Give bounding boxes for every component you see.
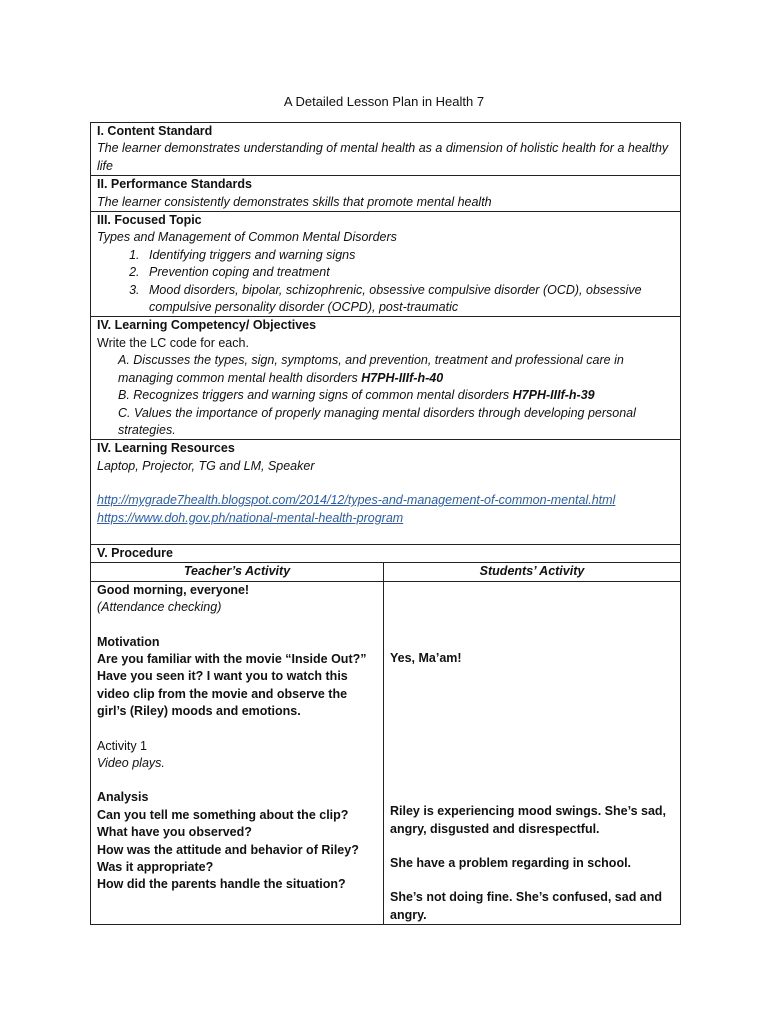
objective-a: A. Discusses the types, sign, symptoms, and prevention, treatment and professional care in managing common mental health disorders H7PH-IIIf-h-40 xyxy=(118,353,624,385)
content-standard-text: The learner demonstrates understanding of mental health as a dimension of holistic health for a healthy life xyxy=(97,141,669,173)
focused-topic-heading: III. Focused Topic xyxy=(97,213,202,228)
resources-section xyxy=(91,440,680,545)
performance-standards-section xyxy=(91,176,680,212)
resources-heading: IV. Learning Resources xyxy=(97,441,235,456)
procedure-heading: V. Procedure xyxy=(97,545,173,560)
focused-topic-list xyxy=(97,247,674,317)
document-title: A Detailed Lesson Plan in Health 7 xyxy=(283,94,485,109)
students-activity-column xyxy=(384,582,680,924)
student-answer: Riley is experiencing mood swings. She’s sad, angry, disgusted and disrespectful. xyxy=(390,804,667,836)
analysis-question: What have you observed? xyxy=(97,825,252,840)
lc-code-a: H7PH-IIIf-h-40 xyxy=(361,370,444,385)
focused-topic-section xyxy=(91,212,680,317)
competency-instruction: Write the LC code for each. xyxy=(97,335,249,350)
student-answer: She have a problem regarding in school. xyxy=(390,855,632,870)
teacher-activity-column xyxy=(91,582,384,924)
motivation-heading: Motivation xyxy=(97,634,160,649)
resource-link-doh[interactable]: https://www.doh.gov.ph/national-mental-health-program xyxy=(97,510,404,525)
performance-standards-text: The learner consistently demonstrates skills that promote mental health xyxy=(97,194,492,209)
objective-b: B. Recognizes triggers and warning signs of common mental disorders H7PH-IIIf-h-39 xyxy=(118,388,595,403)
competency-section xyxy=(91,317,680,440)
analysis-question: How was the attitude and behavior of Riley? xyxy=(97,842,359,857)
activity-heading: Activity 1 xyxy=(97,738,148,753)
greeting: Good morning, everyone! xyxy=(97,582,250,597)
list-item: 2. Prevention coping and treatment xyxy=(143,264,674,281)
student-answer: Yes, Ma’am! xyxy=(390,650,462,665)
performance-standards-heading: II. Performance Standards xyxy=(97,177,252,192)
lesson-plan-table xyxy=(90,122,681,925)
resources-text: Laptop, Projector, TG and LM, Speaker xyxy=(97,458,315,473)
focused-topic-text: Types and Management of Common Mental Disorders xyxy=(97,230,397,245)
analysis-question: Was it appropriate? xyxy=(97,860,214,875)
procedure-content-row xyxy=(91,582,680,925)
activity-text: Video plays. xyxy=(97,756,165,770)
procedure-section xyxy=(91,545,680,563)
list-item: 1. Identifying triggers and warning signs xyxy=(143,247,674,264)
procedure-header-row xyxy=(91,563,680,581)
content-standard-section xyxy=(91,123,680,176)
analysis-question: How did the parents handle the situation? xyxy=(97,877,346,892)
teacher-activity-header: Teacher’s Activity xyxy=(91,563,384,580)
competency-heading: IV. Learning Competency/ Objectives xyxy=(97,318,317,333)
lc-code-b: H7PH-IIIf-h-39 xyxy=(512,388,595,403)
student-answer: She’s not doing fine. She’s confused, sad and angry. xyxy=(390,890,663,922)
analysis-question: Can you tell me something about the clip? xyxy=(97,807,349,822)
attendance-note: (Attendance checking) xyxy=(97,600,222,615)
resource-link-blog[interactable]: http://mygrade7health.blogspot.com/2014/12/types-and-management-of-common-mental.html xyxy=(97,493,616,508)
list-item: 3. Mood disorders, bipolar, schizophrenic, obsessive compulsive disorder (OCD), obsessive compulsive personality disorder (OCPD), post-traumatic xyxy=(143,282,674,317)
students-activity-header: Students’ Activity xyxy=(479,564,585,579)
objective-c: C. Values the importance of properly managing mental disorders through developing personal strategies. xyxy=(118,405,636,437)
content-standard-heading: I. Content Standard xyxy=(97,124,213,138)
motivation-text: Are you familiar with the movie “Inside Out?” Have you seen it? I want you to watch this video clip from the movie and observe the girl’s (Riley) moods and emotions. xyxy=(97,651,367,719)
analysis-heading: Analysis xyxy=(97,790,149,805)
